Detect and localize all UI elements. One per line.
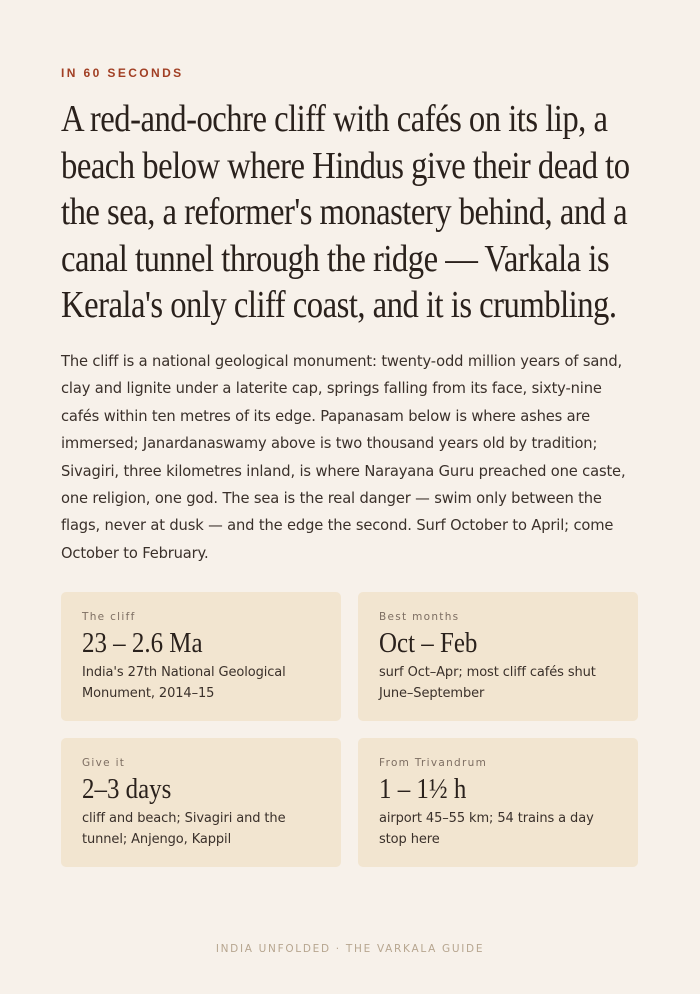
fact-card-note: airport 45–55 km; 54 trains a day stop here <box>379 811 594 847</box>
footer-credit: INDIA UNFOLDED · THE VARKALA GUIDE <box>215 943 485 955</box>
fact-card-cliff <box>61 592 341 721</box>
fact-card-give-it <box>61 738 341 867</box>
fact-card-label: From Trivandrum <box>379 757 488 769</box>
fact-card-label: Give it <box>82 757 126 769</box>
fact-card-value: 23 – 2.6 Ma <box>82 627 203 659</box>
lede-paragraph: The cliff is a national geological monument: twenty-odd million years of sand, clay and lignite under a laterite cap, springs falling from its face, sixty-nine cafés within ten metres of its edge. Papanasam below is where ashes are immersed; Janardanaswamy above is two thousand years old by tradition; Sivagiri, three kilometres inland, is where Narayana Guru preached one caste, one religion, one god. The sea is the real danger — swim only between the flags, never at dusk — and the edge the second. Surf October to April; come October to February. <box>61 353 626 562</box>
fact-card-value: Oct – Feb <box>379 627 478 659</box>
fact-card-from-trivandrum <box>358 738 638 867</box>
fact-card-note: India's 27th National Geological Monument, 2014–15 <box>82 665 286 701</box>
fact-card-note: cliff and beach; Sivagiri and the tunnel; Anjengo, Kappil <box>82 811 286 847</box>
fact-card-note: surf Oct–Apr; most cliff cafés shut June–September <box>379 665 596 701</box>
fact-card-value: 2–3 days <box>82 773 172 805</box>
fact-card-best-months <box>358 592 638 721</box>
fact-card-label: Best months <box>379 611 460 623</box>
eyebrow-label: IN 60 SECONDS <box>61 66 184 80</box>
fact-card-value: 1 – 1½ h <box>379 773 467 805</box>
fact-card-label: The cliff <box>82 611 136 623</box>
headline: A red-and-ochre cliff with cafés on its lip, a beach below where Hindus give their dead to the sea, a reformer's monastery behind, and a canal tunnel through the ridge — Varkala is Kerala's only cliff coast, and it is crumbling. <box>61 98 630 326</box>
